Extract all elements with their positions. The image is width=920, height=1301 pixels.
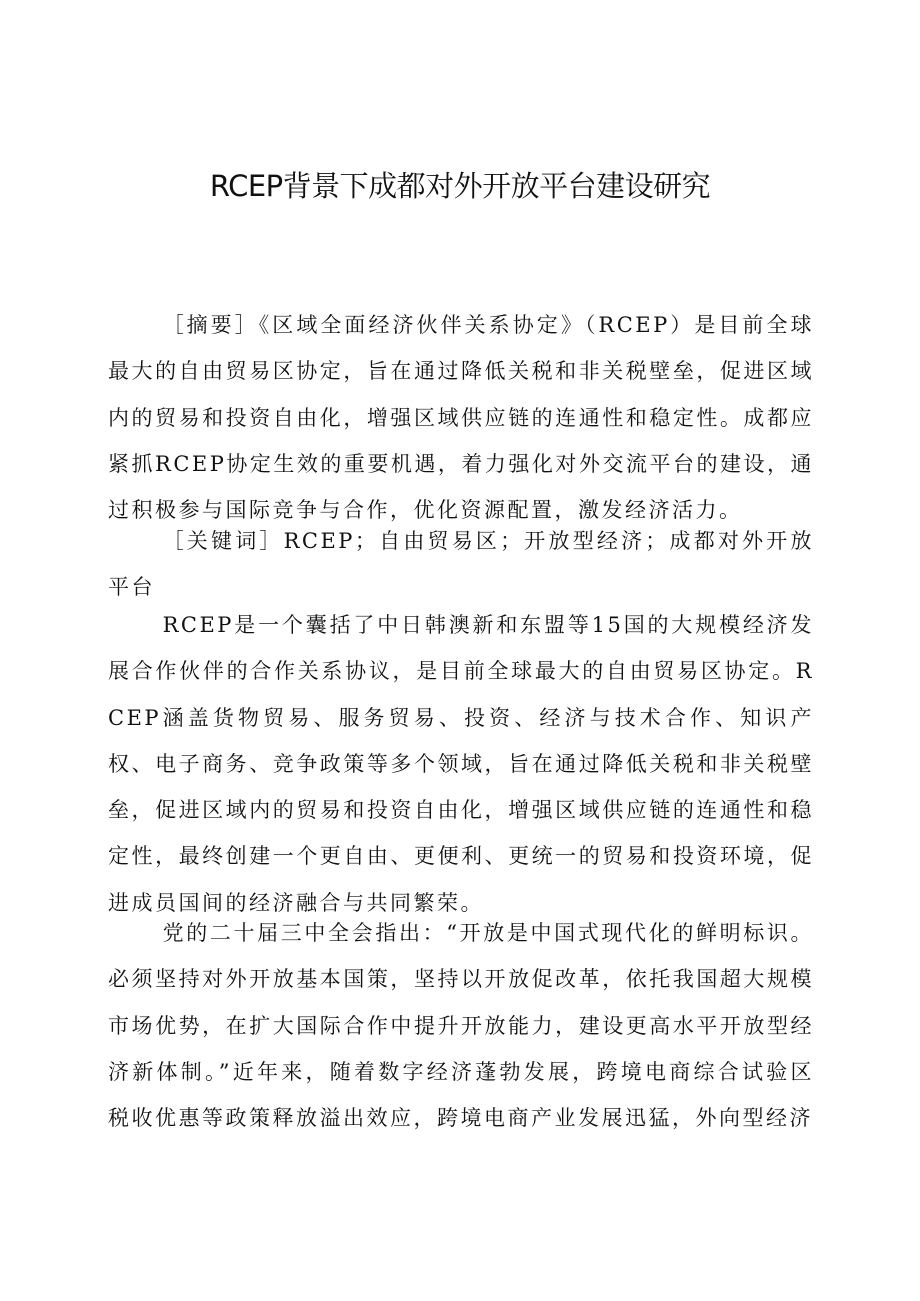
keywords-paragraph: ［关键词］RCEP；自由贸易区；开放型经济；成都对外开放平台 (108, 529, 814, 600)
body-paragraph-1: RCEP是一个囊括了中日韩澳新和东盟等15国的大规模经济发展合作伙伴的合作关系协议，是目前全球最大的自由贸易区协定。RCEP涵盖货物贸易、服务贸易、投资、经济与技术合作、知识产权、电子商务、竞争政策等多个领域，旨在通过降低关税和非关税壁垒，促进区域内的贸易和投资自由化，增强区域供应链的连通性和稳定性，最终创建一个更自由、更便利、更统一的贸易和投资环境，促进成员国间的经济融合与共同繁荣。 (108, 613, 814, 915)
document-title: RCEP背景下成都对外开放平台建设研究 (209, 169, 711, 203)
abstract-paragraph: ［摘要］《区域全面经济伙伴关系协定》（RCEP）是目前全球最大的自由贸易区协定，旨在通过降低关税和非关税壁垒，促进区域内的贸易和投资自由化，增强区域供应链的连通性和稳定性。成都应紧抓RCEP协定生效的重要机遇，着力强化对外交流平台的建设，通过积极参与国际竞争与合作，优化资源配置，激发经济活力。 (108, 313, 814, 523)
body-paragraph-2: 党的二十届三中全会指出：“开放是中国式现代化的鲜明标识。必须坚持对外开放基本国策，坚持以开放促改革，依托我国超大规模市场优势，在扩大国际合作中提升开放能力，建设更高水平开放型经济新体制。”近年来，随着数字经济蓬勃发展，跨境电商综合试验区税收优惠等政策释放溢出效应，跨境电商产业发展迅猛，外向型经济 (108, 921, 814, 1131)
